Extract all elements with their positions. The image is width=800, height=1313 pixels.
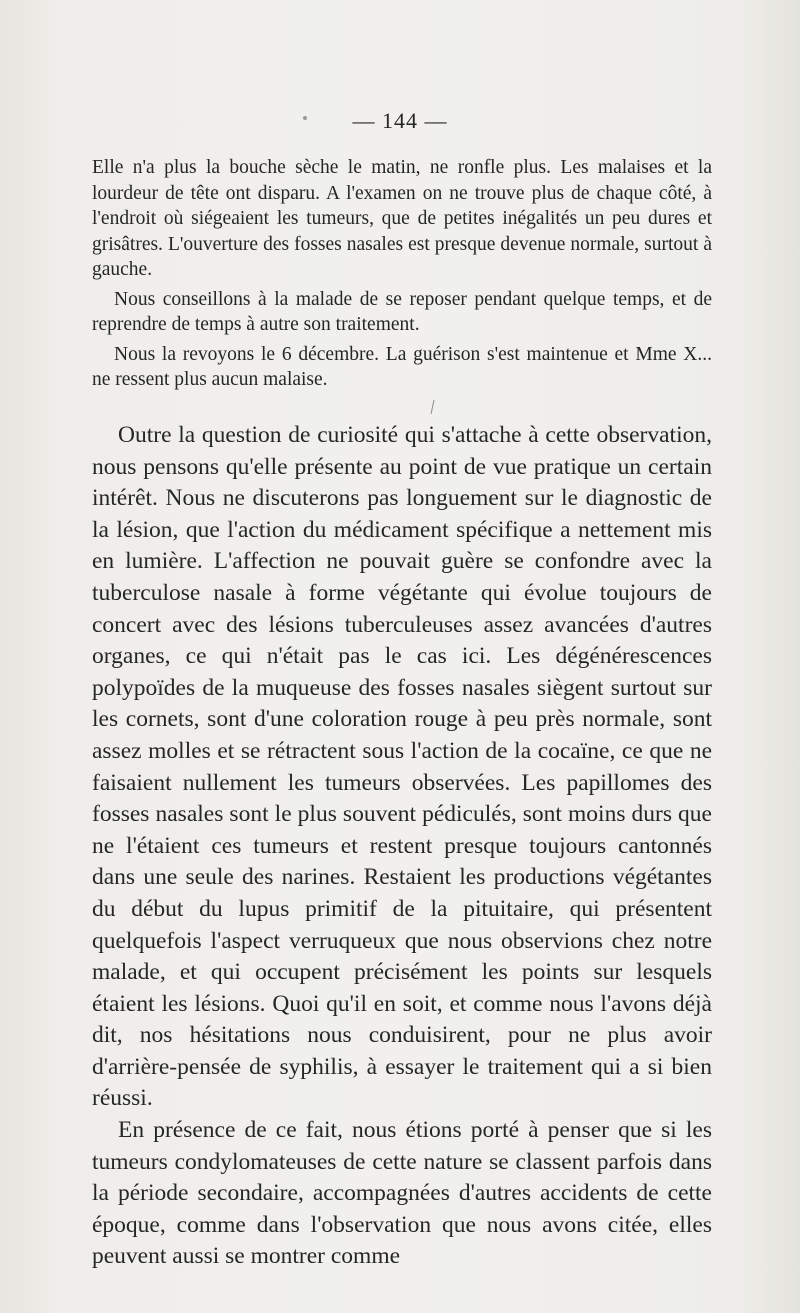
stray-mark [431, 400, 435, 414]
observation-paragraph: Nous la revoyons le 6 décembre. La guérison s'est maintenue et Mme X... ne ressent plus aucun malaise. [92, 343, 712, 390]
observation-text [92, 155, 712, 393]
observation-paragraph: Elle n'a plus la bouche sèche le matin, ne ronfle plus. Les malaises et la lourdeur de tête ont disparu. A l'examen on ne trouve plus de chaque côté, à l'endroit où siégeaient les tumeurs, que de petites inégalités un peu dures et grisâtres. L'ouverture des fosses nasales est presque devenue normale, surtout à gauche. [92, 157, 712, 280]
discussion-text [92, 420, 712, 1273]
discussion-paragraph: Outre la question de curiosité qui s'attache à cette observation, nous pensons qu'elle présente au point de vue pratique un certain intérêt. Nous ne discuterons pas longuement sur le diagnostic de la lésion, que l'action du médicament spécifique a nettement mis en lumière. L'affection ne pouvait guère se confondre avec la tuberculose nasale à forme végétante qui évolue toujours de concert avec des lésions tuberculeuses assez avancées d'autres organes, ce qui n'était pas le cas ici. Les dégénérescences polypoïdes de la muqueuse des fosses nasales siègent surtout sur les cornets, sont d'une coloration rouge à peu près normale, sont assez molles et se rétractent sous l'action de la cocaïne, ce que ne faisaient nullement les tumeurs observées. Les papillomes des fosses nasales sont le plus souvent pédiculés, sont moins durs que ne l'étaient ces tumeurs et restent presque toujours cantonnés dans une seule des narines. Restaient les productions végétantes du début du lupus primitif de la pituitaire, qui présentent quelquefois l'aspect verruqueux que nous observions chez notre malade, et qui occupent précisément les points sur lesquels étaient les lésions. Quoi qu'il en soit, et comme nous l'avons déjà dit, nos hésitations nous conduisirent, pour ne plus avoir d'arrière-pensée de syphilis, à essayer le traitement qui a si bien réussi. [92, 422, 712, 1112]
observation-paragraph: Nous conseillons à la malade de se reposer pendant quelque temps, et de reprendre de temps à autre son traitement. [92, 288, 712, 335]
page-number: — 144 — [352, 108, 448, 133]
discussion-paragraph: En présence de ce fait, nous étions porté à penser que si les tumeurs condylomateuses de cette nature se classent parfois dans la période secondaire, accompagnées d'autres accidents de cette époque, comme dans l'observation que nous avons citée, elles peuvent aussi se montrer comme [92, 1117, 712, 1270]
